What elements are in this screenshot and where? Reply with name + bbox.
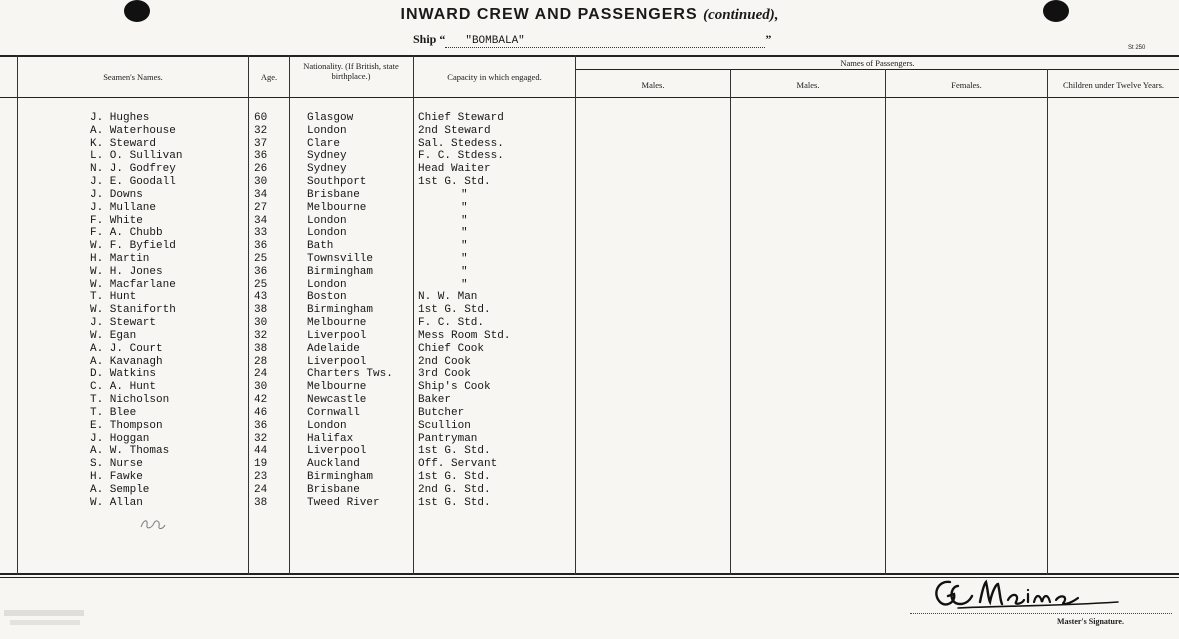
header-age: Age. (260, 72, 278, 82)
crew-capacity: " (461, 201, 468, 214)
crew-capacity: 1st G. Std. (418, 445, 491, 458)
signature-label: Master's Signature. (1057, 617, 1124, 626)
crew-nationality: Clare (307, 137, 341, 150)
crew-capacity: Chief Cook (418, 342, 485, 355)
crew-nationality: Tweed River (307, 496, 380, 509)
crew-row (0, 471, 1179, 484)
crew-row (0, 420, 1179, 433)
crew-name: J. Hoggan (90, 432, 150, 445)
crew-name: W. Staniforth (90, 304, 176, 317)
crew-capacity: N. W. Man (418, 291, 478, 304)
crew-row (0, 266, 1179, 279)
header-capacity: Capacity in which engaged. (447, 72, 542, 82)
crew-row (0, 227, 1179, 240)
crew-row (0, 150, 1179, 163)
crew-nationality: Adelaide (307, 342, 360, 355)
crew-age: 24 (254, 368, 268, 381)
crew-name: S. Nurse (90, 458, 143, 471)
crew-row (0, 215, 1179, 228)
crew-row (0, 138, 1179, 151)
crew-row (0, 445, 1179, 458)
crew-nationality: Townsville (307, 253, 374, 266)
crew-capacity: Head Waiter (418, 163, 491, 176)
crew-name: T. Hunt (90, 291, 137, 304)
crew-capacity: " (461, 227, 468, 240)
ship-prefix: Ship “ (413, 32, 446, 46)
crew-name: E. Thompson (90, 419, 163, 432)
crew-age: 32 (254, 124, 268, 137)
crew-row (0, 407, 1179, 420)
crew-row (0, 163, 1179, 176)
crew-age: 36 (254, 150, 268, 163)
crew-name: A. J. Court (90, 342, 163, 355)
header-nationality: Nationality. (If British, state birthplace.) (303, 61, 399, 81)
crew-nationality: Birmingham (307, 470, 374, 483)
crew-age: 30 (254, 381, 268, 394)
crew-name: W. F. Byfield (90, 240, 176, 253)
crew-row (0, 330, 1179, 343)
crew-age: 32 (254, 329, 268, 342)
crew-age: 38 (254, 496, 268, 509)
crew-nationality: Halifax (307, 432, 354, 445)
crew-name: C. A. Hunt (90, 381, 157, 394)
crew-capacity: 1st G. Std. (418, 304, 491, 317)
crew-age: 30 (254, 176, 268, 189)
crew-age: 36 (254, 419, 268, 432)
handwritten-mark (138, 515, 168, 533)
crew-nationality: Liverpool (307, 329, 367, 342)
crew-age: 26 (254, 163, 268, 176)
crew-row (0, 240, 1179, 253)
crew-age: 30 (254, 317, 268, 330)
crew-capacity: Sal. Stedess. (418, 137, 504, 150)
crew-row (0, 394, 1179, 407)
ship-name: "BOMBALA" (465, 35, 525, 47)
crew-row (0, 291, 1179, 304)
crew-nationality: Brisbane (307, 483, 360, 496)
crew-nationality: London (307, 214, 347, 227)
crew-age: 19 (254, 458, 268, 471)
crew-nationality: Newcastle (307, 394, 367, 407)
crew-age: 24 (254, 483, 268, 496)
crew-row (0, 189, 1179, 202)
crew-nationality: Sydney (307, 150, 347, 163)
crew-row (0, 356, 1179, 369)
crew-row (0, 433, 1179, 446)
crew-nationality: Liverpool (307, 445, 367, 458)
crew-name: D. Watkins (90, 368, 157, 381)
top-rule (0, 55, 1179, 57)
crew-capacity: Ship's Cook (418, 381, 491, 394)
crew-age: 25 (254, 253, 268, 266)
crew-capacity: " (461, 188, 468, 201)
crew-name: H. Fawke (90, 470, 143, 483)
crew-row (0, 304, 1179, 317)
crew-nationality: London (307, 124, 347, 137)
crew-nationality: Bath (307, 240, 334, 253)
crew-name: H. Martin (90, 253, 150, 266)
crew-age: 34 (254, 188, 268, 201)
crew-capacity: Scullion (418, 419, 471, 432)
crew-row (0, 381, 1179, 394)
crew-name: A. Kavanagh (90, 355, 163, 368)
header-males-2: Males. (796, 80, 820, 90)
crew-row (0, 176, 1179, 189)
crew-name: L. O. Sullivan (90, 150, 183, 163)
crew-capacity: Off. Servant (418, 458, 498, 471)
title-continued: (continued), (703, 7, 779, 23)
crew-row (0, 458, 1179, 471)
crew-capacity: Mess Room Std. (418, 329, 511, 342)
header-children: Children under Twelve Years. (1063, 80, 1164, 90)
crew-age: 34 (254, 214, 268, 227)
crew-capacity: " (461, 278, 468, 291)
crew-age: 46 (254, 406, 268, 419)
crew-capacity: " (461, 265, 468, 278)
crew-capacity: Pantryman (418, 432, 478, 445)
crew-nationality: London (307, 227, 347, 240)
crew-age: 37 (254, 137, 268, 150)
ship-line (413, 32, 771, 48)
crew-row (0, 343, 1179, 356)
crew-age: 25 (254, 278, 268, 291)
crew-age: 43 (254, 291, 268, 304)
form-number: St 250 (1128, 45, 1146, 51)
crew-age: 60 (254, 112, 268, 124)
crew-capacity: 3rd Cook (418, 368, 471, 381)
crew-age: 38 (254, 304, 268, 317)
crew-nationality: Boston (307, 291, 347, 304)
crew-nationality: Brisbane (307, 188, 360, 201)
crew-age: 38 (254, 342, 268, 355)
crew-name: J. Mullane (90, 201, 157, 214)
crew-name: J. Stewart (90, 317, 157, 330)
crew-age: 44 (254, 445, 268, 458)
crew-capacity: 1st G. Std. (418, 470, 491, 483)
crew-capacity: " (461, 214, 468, 227)
crew-age: 36 (254, 240, 268, 253)
crew-name: T. Nicholson (90, 394, 170, 407)
crew-capacity: 2nd Cook (418, 355, 471, 368)
crew-age: 32 (254, 432, 268, 445)
crew-capacity: 2nd G. Std. (418, 483, 491, 496)
header-seamen-names: Seamen's Names. (103, 72, 163, 82)
crew-nationality: London (307, 419, 347, 432)
ship-suffix: ” (765, 32, 772, 46)
crew-row (0, 317, 1179, 330)
crew-capacity: F. C. Std. (418, 317, 485, 330)
header-bottom-rule (0, 97, 1179, 98)
crew-name: T. Blee (90, 406, 137, 419)
crew-capacity: Chief Steward (418, 112, 504, 124)
crew-nationality: Southport (307, 176, 367, 189)
title-main: INWARD CREW AND PASSENGERS (400, 6, 698, 23)
crew-name: W. Allan (90, 496, 143, 509)
crew-nationality: Charters Tws. (307, 368, 393, 381)
crew-nationality: Melbourne (307, 317, 367, 330)
header-males-1: Males. (641, 80, 665, 90)
header-females: Females. (951, 80, 982, 90)
crew-row (0, 497, 1179, 510)
crew-name: A. Semple (90, 483, 150, 496)
page-title (0, 6, 1179, 24)
crew-name: J. Downs (90, 188, 143, 201)
crew-row (0, 202, 1179, 215)
crew-age: 33 (254, 227, 268, 240)
crew-capacity: " (461, 253, 468, 266)
crew-nationality: Melbourne (307, 381, 367, 394)
crew-age: 23 (254, 470, 268, 483)
crew-name: F. White (90, 214, 143, 227)
crew-row (0, 125, 1179, 138)
crew-row (0, 279, 1179, 292)
crew-capacity: F. C. Stdess. (418, 150, 504, 163)
crew-nationality: Auckland (307, 458, 360, 471)
crew-nationality: Liverpool (307, 355, 367, 368)
crew-nationality: Melbourne (307, 201, 367, 214)
crew-nationality: Sydney (307, 163, 347, 176)
crew-row (0, 112, 1179, 125)
crew-capacity: 1st G. Std. (418, 176, 491, 189)
signature-line (910, 613, 1172, 614)
crew-name: A. W. Thomas (90, 445, 170, 458)
crew-capacity: " (461, 240, 468, 253)
crew-name: F. A. Chubb (90, 227, 163, 240)
crew-name: K. Steward (90, 137, 157, 150)
crew-row (0, 368, 1179, 381)
crew-name: W. H. Jones (90, 265, 163, 278)
crew-name: J. Hughes (90, 112, 150, 124)
crew-nationality: Cornwall (307, 406, 360, 419)
crew-name: W. Egan (90, 329, 137, 342)
passenger-sub-rule (576, 69, 1179, 70)
faint-stamp (4, 606, 94, 630)
crew-capacity: Baker (418, 394, 452, 407)
crew-capacity: 2nd Steward (418, 124, 491, 137)
crew-capacity: 1st G. Std. (418, 496, 491, 509)
crew-name: A. Waterhouse (90, 124, 176, 137)
crew-row (0, 253, 1179, 266)
crew-capacity: Butcher (418, 406, 465, 419)
crew-nationality: Glasgow (307, 112, 354, 124)
crew-nationality: Birmingham (307, 304, 374, 317)
header-passengers: Names of Passengers. (840, 58, 915, 68)
crew-age: 28 (254, 355, 268, 368)
crew-name: W. Macfarlane (90, 278, 176, 291)
crew-name: N. J. Godfrey (90, 163, 176, 176)
crew-row (0, 484, 1179, 497)
crew-nationality: London (307, 278, 347, 291)
crew-nationality: Birmingham (307, 265, 374, 278)
crew-age: 36 (254, 265, 268, 278)
master-signature (928, 572, 1128, 616)
crew-age: 42 (254, 394, 268, 407)
crew-age: 27 (254, 201, 268, 214)
crew-name: J. E. Goodall (90, 176, 176, 189)
